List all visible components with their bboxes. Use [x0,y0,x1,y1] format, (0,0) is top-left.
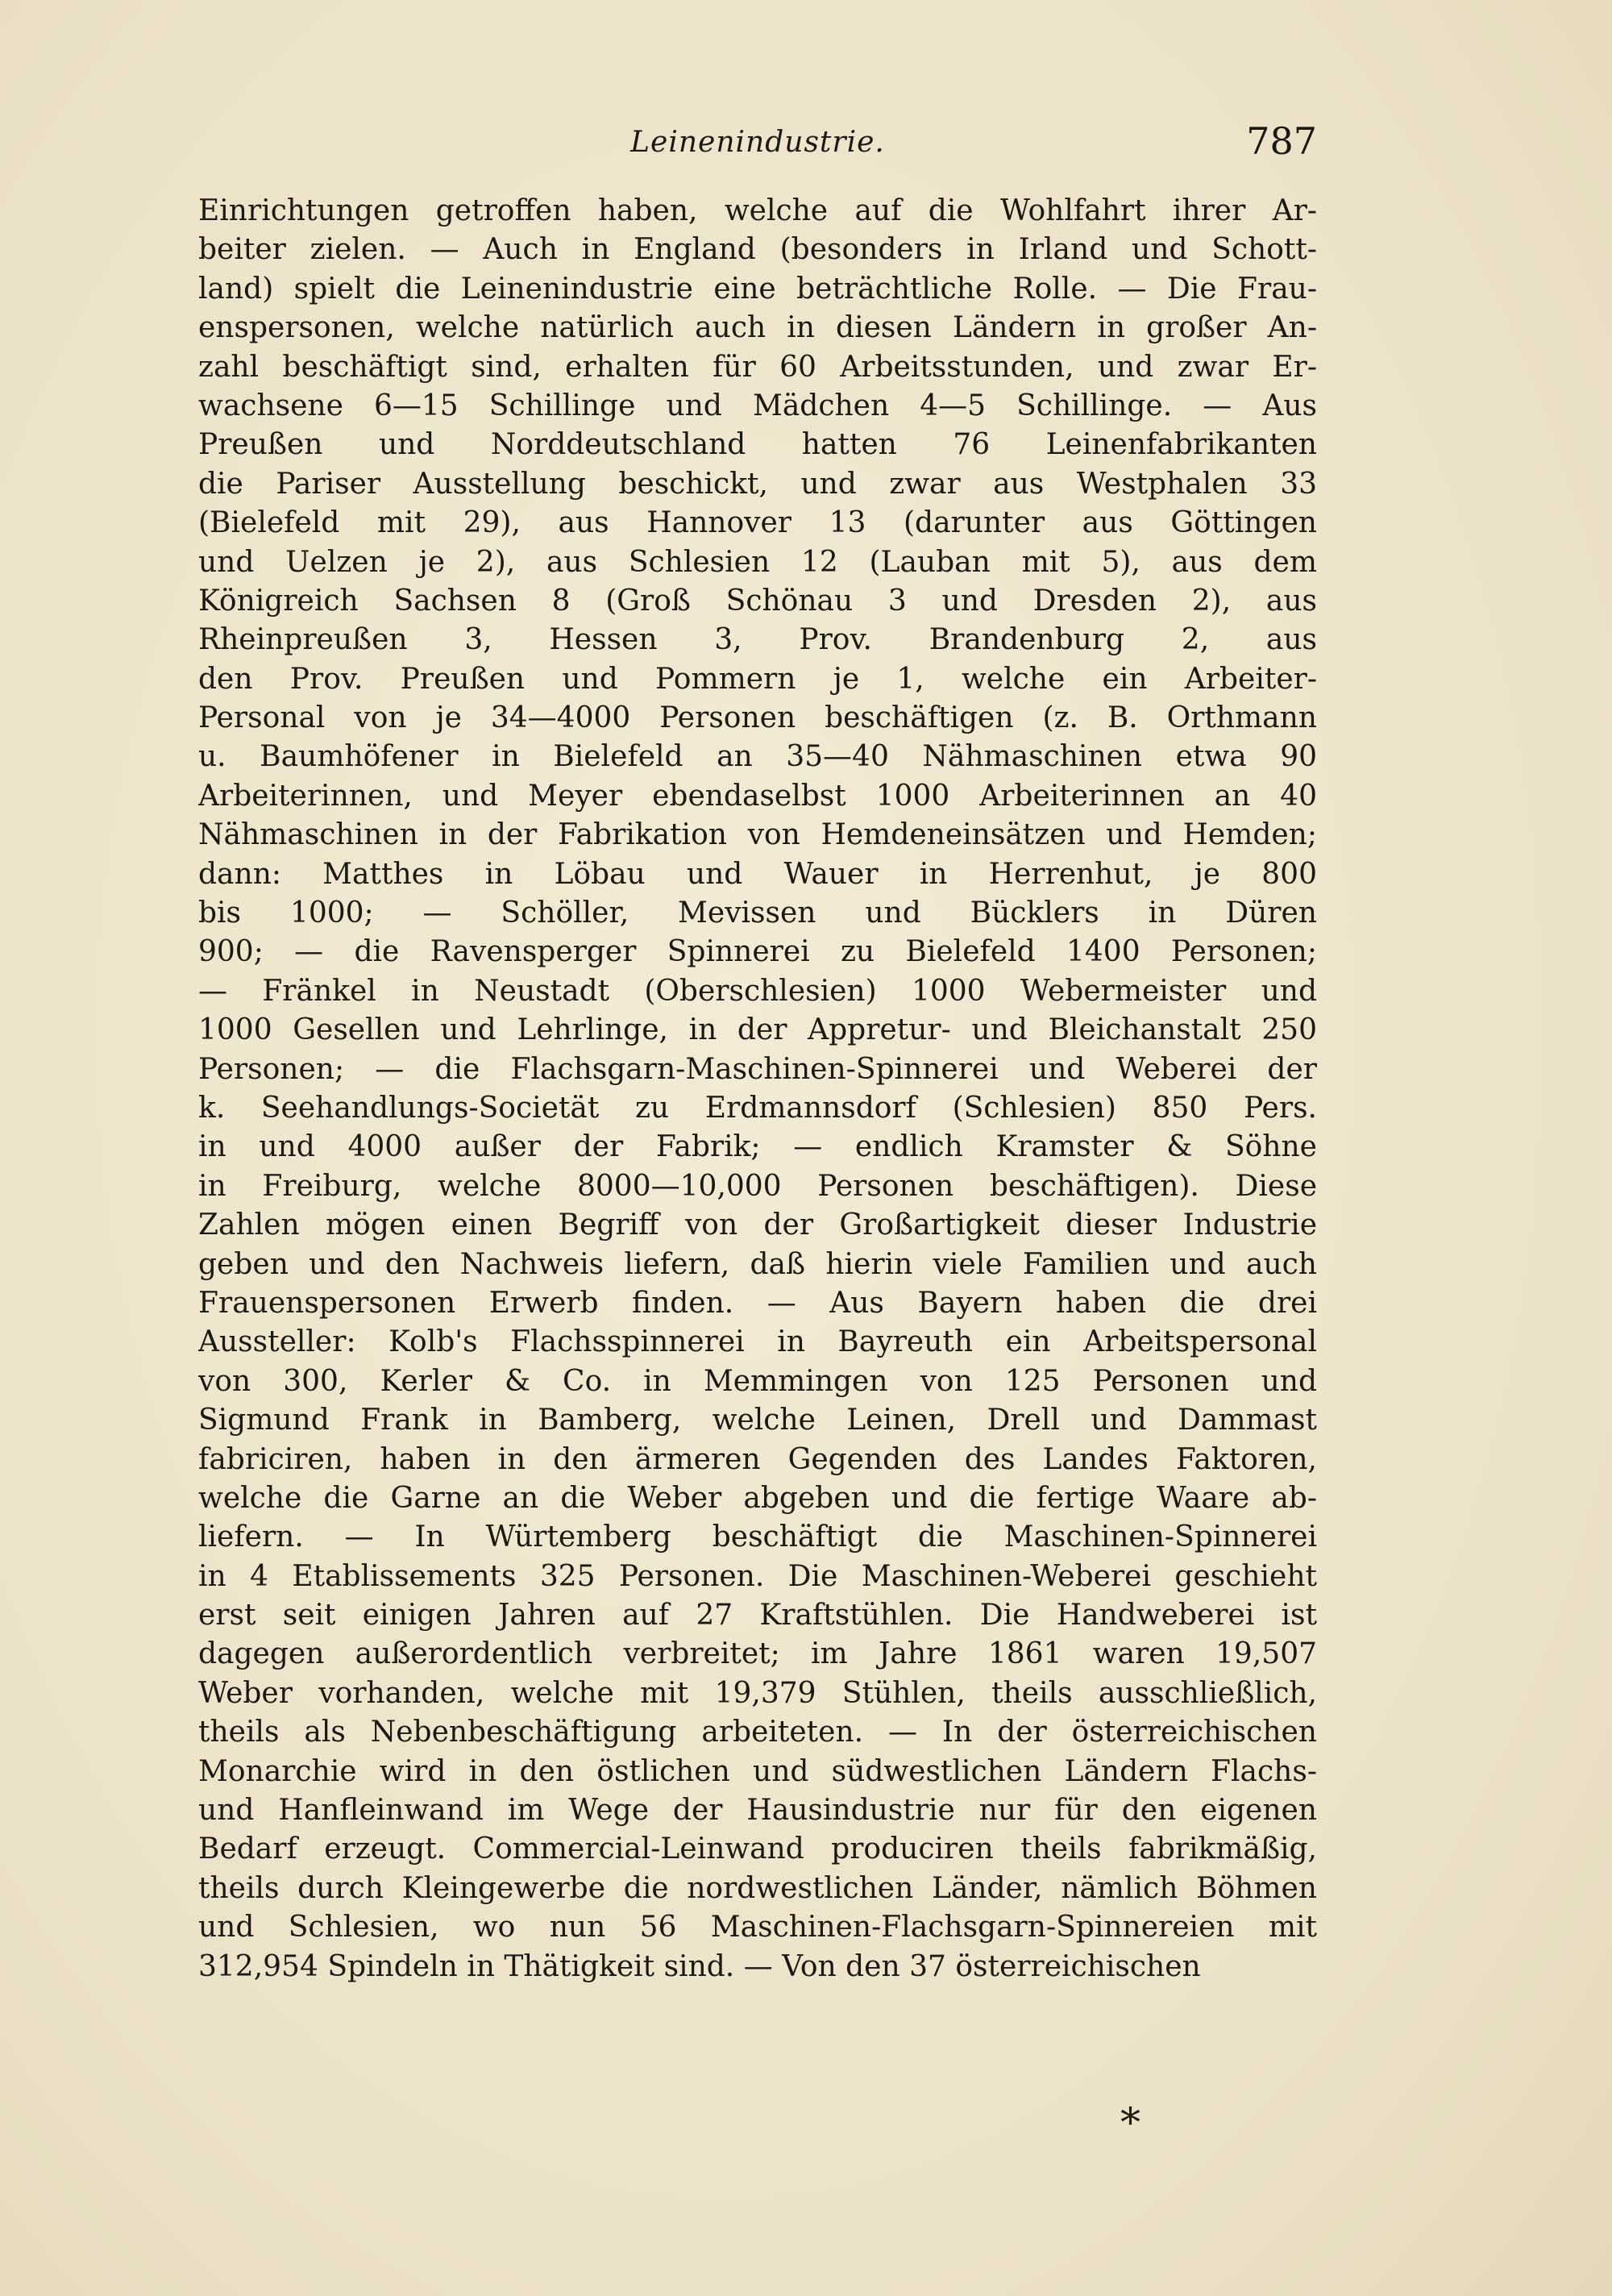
text-line: theils durch Kleingewerbe die nordwestlichen Länder, nämlich Böhmen [198,1871,1317,1905]
text-line: Rheinpreußen 3, Hessen 3, Prov. Brandenburg 2, aus [198,623,1317,657]
text-line: enspersonen, welche natürlich auch in diesen Ländern in großer An- [198,311,1317,345]
text-line: Weber vorhanden, welche mit 19,379 Stühlen, theils ausschließlich, [198,1676,1317,1710]
text-line: den Prov. Preußen und Pommern je 1, welche ein Arbeiter- [198,662,1317,696]
text-line: fabriciren, haben in den ärmeren Gegenden des Landes Faktoren, [198,1442,1317,1476]
text-line: Arbeiterinnen, und Meyer ebendaselbst 1000 Arbeiterinnen an 40 [198,779,1317,813]
text-line: von 300, Kerler & Co. in Memmingen von 125 Personen und [198,1364,1317,1398]
text-line: Personen; — die Flachsgarn-Maschinen-Spinnerei und Weberei der [198,1052,1317,1086]
text-line: Monarchie wird in den östlichen und südwestlichen Ländern Flachs- [198,1754,1317,1788]
text-line: dagegen außerordentlich verbreitet; im Jahre 1861 waren 19,507 [198,1637,1317,1671]
text-line: Preußen und Norddeutschland hatten 76 Leinenfabrikanten [198,428,1317,462]
text-line: Einrichtungen getroffen haben, welche auf die Wohlfahrt ihrer Ar- [198,194,1317,227]
text-line: bis 1000; — Schöller, Mevissen und Bücklers in Düren [198,896,1317,930]
text-line: Zahlen mögen einen Begriff von der Großartigkeit dieser Industrie [198,1208,1317,1242]
text-line: Nähmaschinen in der Fabrikation von Hemdeneinsätzen und Hemden; [198,818,1317,852]
text-line: und Hanfleinwand im Wege der Hausindustrie nur für den eigenen [198,1794,1317,1828]
text-line: erst seit einigen Jahren auf 27 Kraftstühlen. Die Handweberei ist [198,1599,1317,1633]
text-line: in Freiburg, welche 8000—10,000 Personen beschäftigen). Diese [198,1169,1317,1203]
text-line: Königreich Sachsen 8 (Groß Schönau 3 und Dresden 2), aus [198,584,1317,618]
text-line: in und 4000 außer der Fabrik; — endlich Kramster & Söhne [198,1130,1317,1164]
text-line: Bedarf erzeugt. Commercial-Leinwand produciren theils fabrikmäßig, [198,1832,1317,1866]
text-line: zahl beschäftigt sind, erhalten für 60 Arbeitsstunden, und zwar Er- [198,350,1317,384]
signature-mark: * [1120,2099,1140,2146]
text-line: wachsene 6—15 Schillinge und Mädchen 4—5 Schillinge. — Aus [198,389,1317,422]
text-line: und Schlesien, wo nun 56 Maschinen-Flachsgarn-Spinnereien mit [198,1911,1317,1945]
text-line: (Bielefeld mit 29), aus Hannover 13 (darunter aus Göttingen [198,506,1317,540]
text-line: Personal von je 34—4000 Personen beschäftigen (z. B. Orthmann [198,701,1317,735]
page-header [198,119,1317,168]
text-line: in 4 Etablissements 325 Personen. Die Maschinen-Weberei geschieht [198,1559,1317,1593]
text-line: k. Seehandlungs-Societät zu Erdmannsdorf (Schlesien) 850 Pers. [198,1091,1317,1125]
text-line: liefern. — In Würtemberg beschäftigt die Maschinen-Spinnerei [198,1520,1317,1554]
text-line: 1000 Gesellen und Lehrlinge, in der Appretur- und Bleichanstalt 250 [198,1013,1317,1047]
text-line: 312,954 Spindeln in Thätigkeit sind. — Von den 37 österreichischen [198,1949,1201,1983]
text-line: welche die Garne an die Weber abgeben und die fertige Waare ab- [198,1481,1317,1515]
page-number: 787 [1246,119,1317,163]
text-line: dann: Matthes in Löbau und Wauer in Herrenhut, je 800 [198,857,1317,891]
body-text [198,192,1317,1986]
text-line: Aussteller: Kolb's Flachsspinnerei in Bayreuth ein Arbeitspersonal [198,1325,1317,1359]
text-line: — Fränkel in Neustadt (Oberschlesien) 1000 Webermeister und [198,974,1317,1008]
text-line: beiter zielen. — Auch in England (besonders in Irland und Schott- [198,233,1317,267]
text-line: land) spielt die Leinenindustrie eine beträchtliche Rolle. — Die Frau- [198,272,1317,306]
text-line: die Pariser Ausstellung beschickt, und zwar aus Westphalen 33 [198,467,1317,501]
running-title: Leinenindustrie. [630,126,885,159]
text-line: geben und den Nachweis liefern, daß hierin viele Familien und auch [198,1247,1317,1281]
text-line: Frauenspersonen Erwerb finden. — Aus Bayern haben die drei [198,1286,1317,1320]
text-line: Sigmund Frank in Bamberg, welche Leinen, Drell und Dammast [198,1404,1317,1437]
text-line: 900; — die Ravensperger Spinnerei zu Bielefeld 1400 Personen; [198,935,1317,969]
text-line: und Uelzen je 2), aus Schlesien 12 (Lauban mit 5), aus dem [198,545,1317,579]
text-line: theils als Nebenbeschäftigung arbeiteten. — In der österreichischen [198,1716,1317,1749]
text-line: u. Baumhöfener in Bielefeld an 35—40 Nähmaschinen etwa 90 [198,740,1317,774]
